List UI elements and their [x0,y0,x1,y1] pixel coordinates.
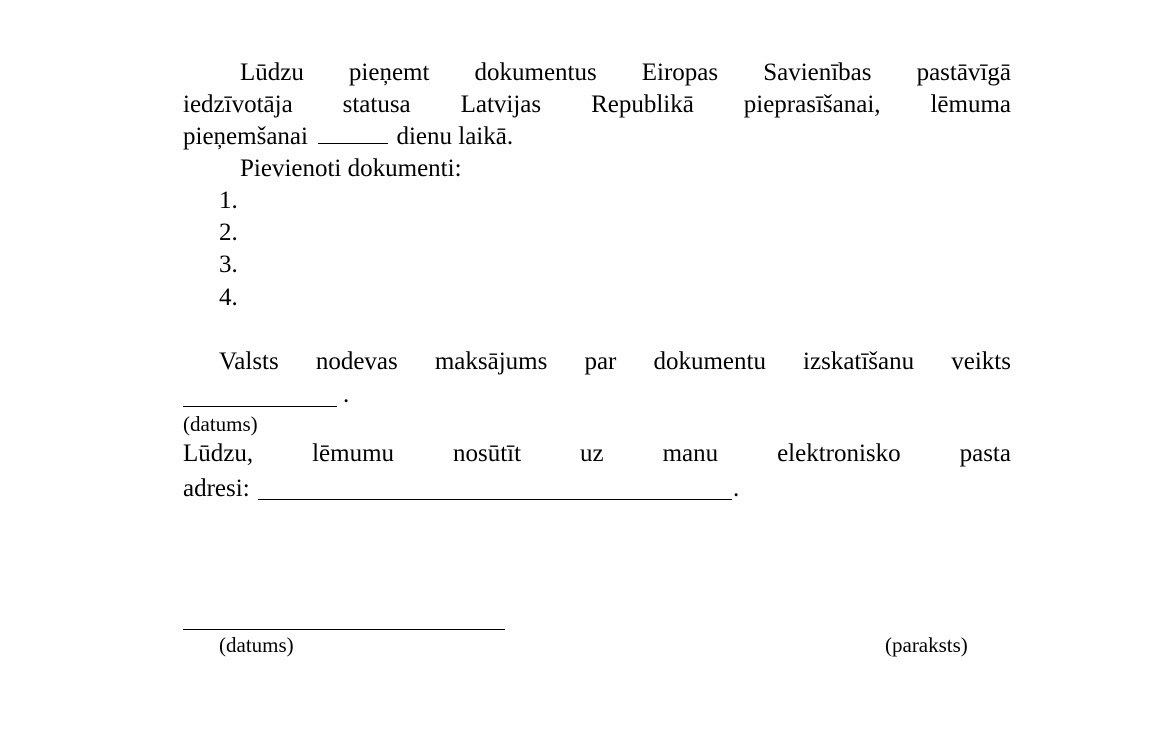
attachment-item: 3. [219,251,238,278]
email-address-label: adresi: [183,475,250,502]
word: Eiropas [641,59,719,86]
payment-date-blank[interactable] [183,406,337,407]
word: lēmuma [930,91,1011,118]
word: pieņemšanai [183,123,308,150]
days-blank[interactable] [318,123,388,144]
signature-caption: (paraksts) [885,633,968,657]
payment-period: . [343,381,350,408]
word: par [584,348,617,375]
word: izskatīšanu [803,348,915,375]
payment-date-caption: (datums) [183,412,258,436]
word: uz [580,440,604,467]
email-address-field[interactable] [258,499,732,500]
word: pastāvīgā [916,59,1011,86]
word: pasta [959,440,1011,467]
word: Valsts [219,348,279,375]
signature-date-blank[interactable] [183,629,505,630]
word: dokumentu [653,348,766,375]
request-line-2 [183,90,1011,120]
word: lēmumu [312,440,395,467]
word: Savienības [763,59,872,86]
email-line [183,439,1011,469]
word: pieprasīšanai, [743,91,881,118]
attachment-item: 1. [219,187,238,214]
word: Latvijas [460,91,542,118]
word: Lūdzu [240,59,304,86]
payment-line [219,347,1011,377]
word: elektronisko [777,440,901,467]
request-line-1 [240,58,1011,88]
word: statusa [342,91,411,118]
request-line-3 [183,122,513,152]
word: pieņemt [348,59,430,86]
word: veikts [951,348,1011,375]
word: dokumentus [474,59,597,86]
attachments-heading: Pievienoti dokumenti: [240,155,462,182]
word: nodevas [315,348,398,375]
email-period: . [733,475,740,502]
word: iedzīvotāja [183,91,293,118]
attachment-item: 4. [219,284,238,311]
word: manu [662,440,719,467]
word: Lūdzu, [183,440,254,467]
word: dienu laikā. [396,123,514,150]
word: Republikā [591,91,694,118]
attachment-item: 2. [219,219,238,246]
word: maksājums [434,348,548,375]
signature-date-caption: (datums) [219,633,294,657]
word: nosūtīt [452,440,522,467]
